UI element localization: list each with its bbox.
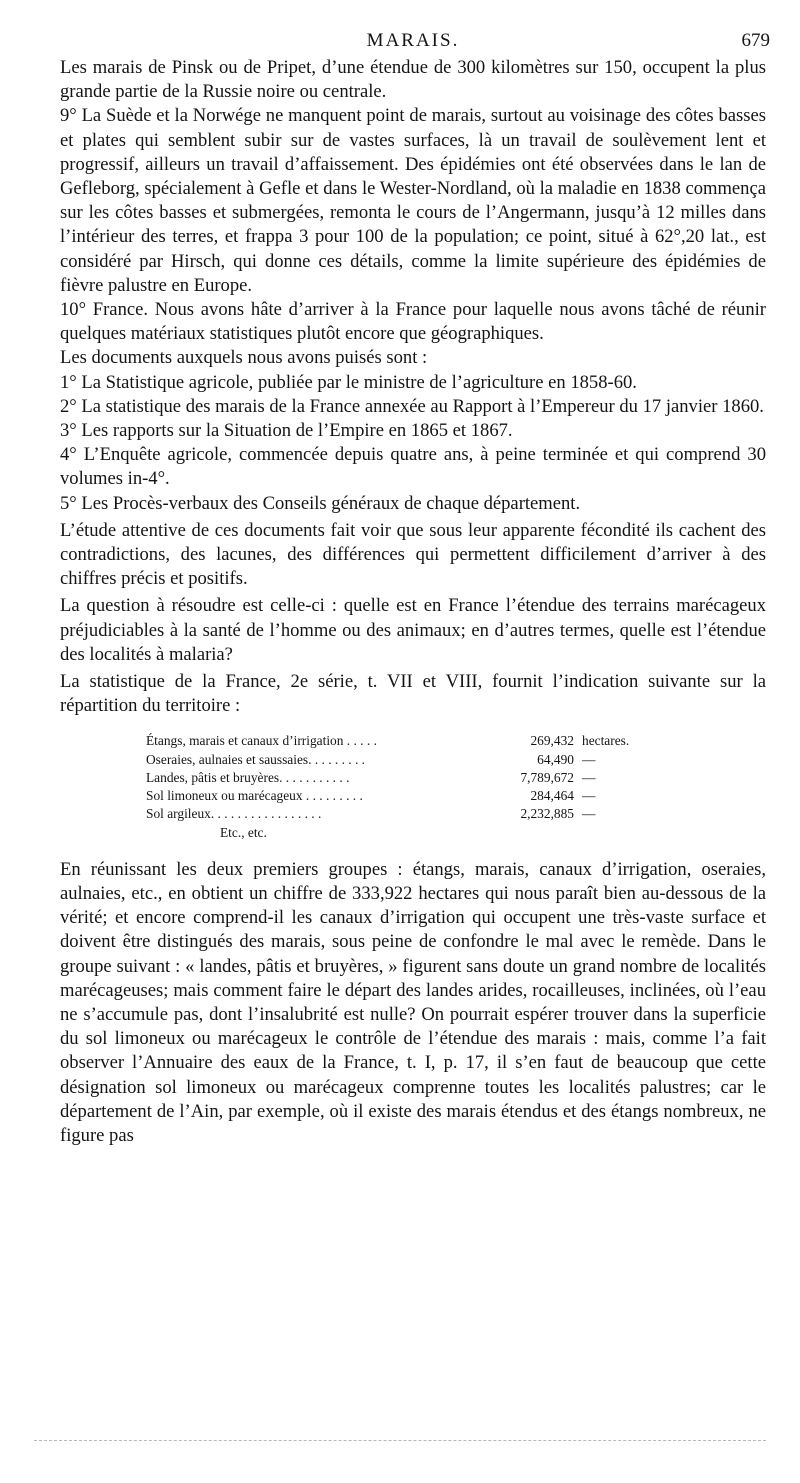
- running-title: MARAIS.: [366, 30, 460, 51]
- row-unit: —: [582, 769, 596, 785]
- row-value: 64,490: [537, 751, 574, 767]
- paragraph-analysis: En réunissant les deux premiers groupes : étangs, marais, canaux d’irrigation, oseraies, aulnaies, etc., en obtient un chiffre de 333,922 hectares qui nous paraît bien au-dessous de la vérité; et encore comprend-il les canaux d’irrigation qui occupent une très-vaste surface et doivent être distingués des marais, sous peine de confondre le mal avec le remède. Dans le groupe suivant : « landes, pâtis et bruyères, » figurent sans doute un grand nombre de localités marécageuses; mais comment faire le départ des landes arides, rocailleuses, inclinées, où l’eau ne s’accumule pas, dont l’insalubrité est nulle? On pourrait espérer trouver dans la superficie du sol limoneux ou marécageux le contrôle de l’étendue des marais : mais, comme l’a fait observer l’Annuaire des eaux de la France, t. I, p. 17, il s’en faut de beaucoup que cette désignation sol limoneux ou marécageux comprenne toutes les localités palustres; car le département de l’Ain, par exemple, où il existe des marais étendus et des étangs nombreux, ne figure pas: [60, 858, 766, 1146]
- footer-rule: [34, 1440, 766, 1441]
- list-item: 4° L’Enquête agricole, commencée depuis quatre ans, à peine terminée et qui comprend 30 volumes in-4°.: [60, 444, 766, 490]
- paragraph-documents: Les documents auxquels nous avons puisés sont :: [60, 347, 428, 369]
- row-value: 284,464: [530, 788, 574, 804]
- row-unit: —: [582, 751, 596, 767]
- row-value: 7,789,672: [520, 769, 574, 785]
- row-unit: hectares.: [582, 733, 630, 749]
- row-label: Oseraies, aulnaies et saussaies. . . . . . . . .: [146, 751, 366, 767]
- row-value: 2,232,885: [520, 806, 574, 822]
- table-row: [146, 824, 766, 842]
- table-row: [146, 805, 766, 823]
- paragraph-sweden-norway: 9° La Suède et la Norwége ne manquent point de marais, surtout au voisinage des côtes basses et plates qui semblent subir sur de vastes surfaces, là un travail de soulèvement lent et progressif, ailleurs un travail d’affaissement. Des épidémies ont été observées dans le lan de Gefleborg, spécialement à Gefle et dans le Wester-Nordland, où la maladie en 1838 commença sur les côtes basses et submergées, remonta le cours de l’Angermann, jusqu’à 12 milles dans l’intérieur des terres, et frappa 3 pour 100 de la population; ce point, situé à 62°,20 lat., est considéré par Hirsch, qui donne ces détails, comme la limite supérieure des épidémies de fièvre palustre en Europe.: [60, 105, 766, 296]
- row-unit: —: [582, 806, 596, 822]
- table-row: [146, 769, 766, 787]
- row-label: Sol argileux. . . . . . . . . . . . . . . . .: [146, 806, 322, 822]
- page-header: [60, 30, 770, 56]
- row-label: Étangs, marais et canaux d’irrigation . . . . .: [146, 733, 377, 749]
- row-label: Landes, pâtis et bruyères. . . . . . . . . . .: [146, 769, 350, 785]
- row-unit: —: [582, 788, 596, 804]
- list-item: 3° Les rapports sur la Situation de l’Empire en 1865 et 1867.: [60, 420, 513, 442]
- row-value: 269,432: [530, 733, 574, 749]
- table-row: [146, 751, 766, 769]
- body-text: [60, 56, 766, 1148]
- paragraph-france-intro: 10° France. Nous avons hâte d’arriver à la France pour laquelle nous avons tâché de réunir quelques matériaux statistiques plutôt encore que géographiques.: [60, 299, 766, 345]
- book-page: [60, 30, 770, 1148]
- row-label: Sol limoneux ou marécageux . . . . . . . . .: [146, 788, 363, 804]
- table-row: [146, 732, 766, 750]
- paragraph-study: L’étude attentive de ces documents fait voir que sous leur apparente fécondité ils cachent des contradictions, des lacunes, des différences qui permettent difficilement d’arriver à des chiffres précis et positifs.: [60, 519, 766, 590]
- page-number: 679: [741, 30, 770, 51]
- paragraph-statistics-intro: La statistique de la France, 2e série, t. VII et VIII, fournit l’indication suivante sur la répartition du territoire :: [60, 671, 766, 717]
- paragraph-pinsk: Les marais de Pinsk ou de Pripet, d’une étendue de 300 kilomètres sur 150, occupent la plus grande partie de la Russie noire ou centrale.: [60, 57, 766, 103]
- list-item: 5° Les Procès-verbaux des Conseils généraux de chaque département.: [60, 492, 581, 514]
- source-list: [60, 371, 766, 516]
- table-row: [146, 787, 766, 805]
- table-etc: Etc., etc.: [220, 824, 267, 840]
- land-statistics-table: [146, 732, 766, 841]
- list-item: 1° La Statistique agricole, publiée par le ministre de l’agriculture en 1858-60.: [60, 371, 637, 393]
- list-item: 2° La statistique des marais de la France annexée au Rapport à l’Empereur du 17 janvier 1860.: [60, 395, 764, 417]
- paragraph-question: La question à résoudre est celle-ci : quelle est en France l’étendue des terrains marécageux préjudiciables à la santé de l’homme ou des animaux; en d’autres termes, quelle est l’étendue des localités à malaria?: [60, 595, 766, 665]
